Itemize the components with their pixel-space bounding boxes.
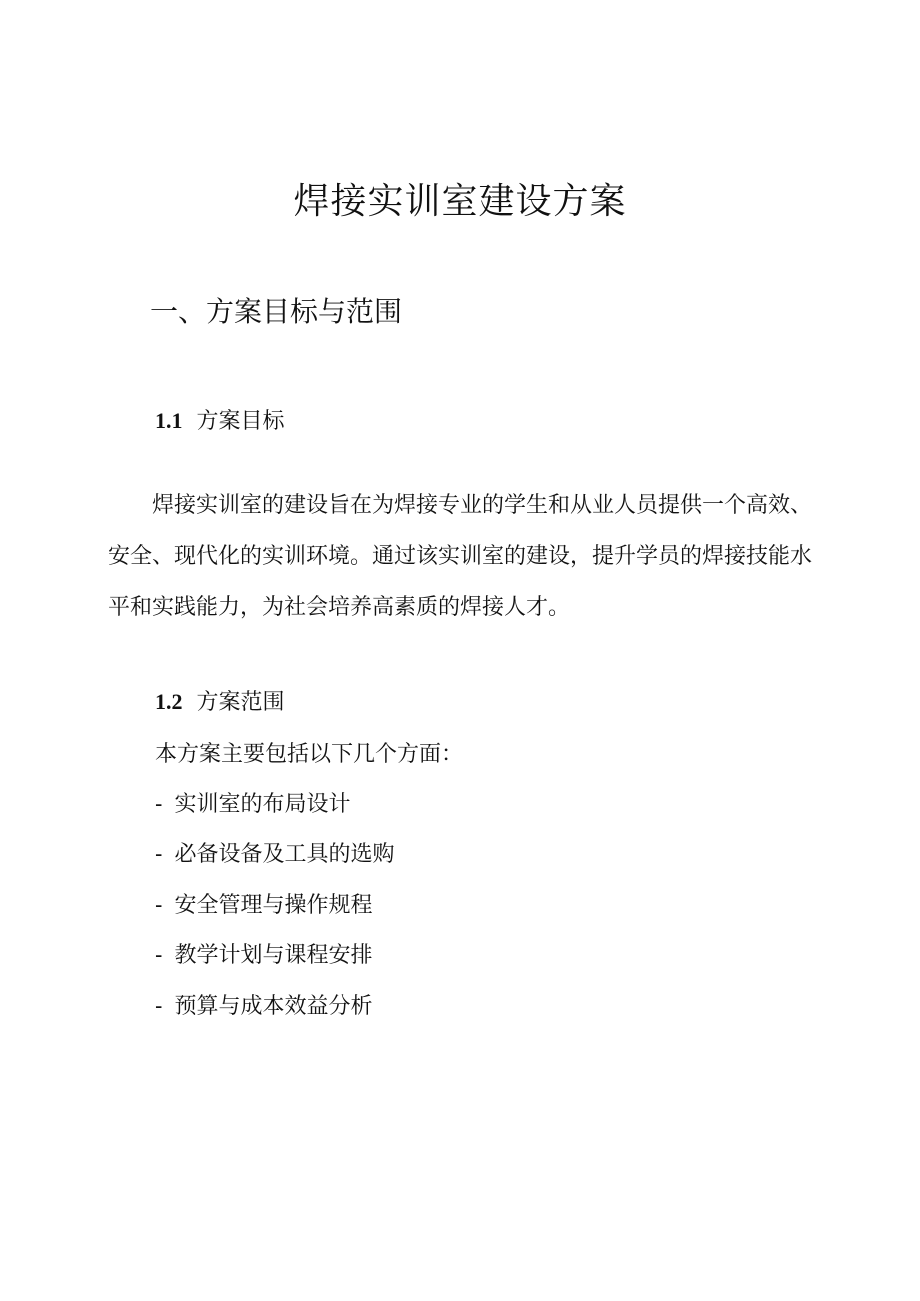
scope-intro: 本方案主要包括以下几个方面： [155,742,464,767]
list-item-text: 预算与成本效益分析 [174,993,373,1019]
scope-list [155,789,394,1041]
subsection-heading-1-2 [155,686,285,719]
section-heading-1: 一、方案目标与范围 [150,295,403,328]
list-item [155,839,394,889]
list-item-text: 教学计划与课程安排 [174,943,373,969]
list-item [155,789,394,839]
list-bullet: - [155,892,163,918]
list-item [155,940,394,990]
list-item-text: 实训室的布局设计 [174,792,351,817]
list-bullet: - [155,993,163,1019]
list-item-text: 必备设备及工具的选购 [174,842,395,868]
list-item [155,890,394,940]
document-title: 焊接实训室建设方案 [293,181,627,222]
subsection-number: 1.1 [155,408,183,433]
subsection-title: 方案目标 [196,409,285,434]
subsection-title: 方案范围 [196,690,285,715]
list-item [155,991,394,1041]
goal-paragraph: 焊接实训室的建设旨在为焊接专业的学生和从业人员提供一个高效、安全、现代化的实训环境。通过该实训室的建设，提升学员的焊接技能水平和实践能力，为社会培养高素质的焊接人才。 [108,493,813,620]
list-item-text: 安全管理与操作规程 [174,892,373,918]
list-bullet: - [155,842,163,868]
subsection-number: 1.2 [155,689,183,714]
list-bullet: - [155,792,163,817]
subsection-heading-1-1 [155,405,285,438]
list-bullet: - [155,943,163,969]
